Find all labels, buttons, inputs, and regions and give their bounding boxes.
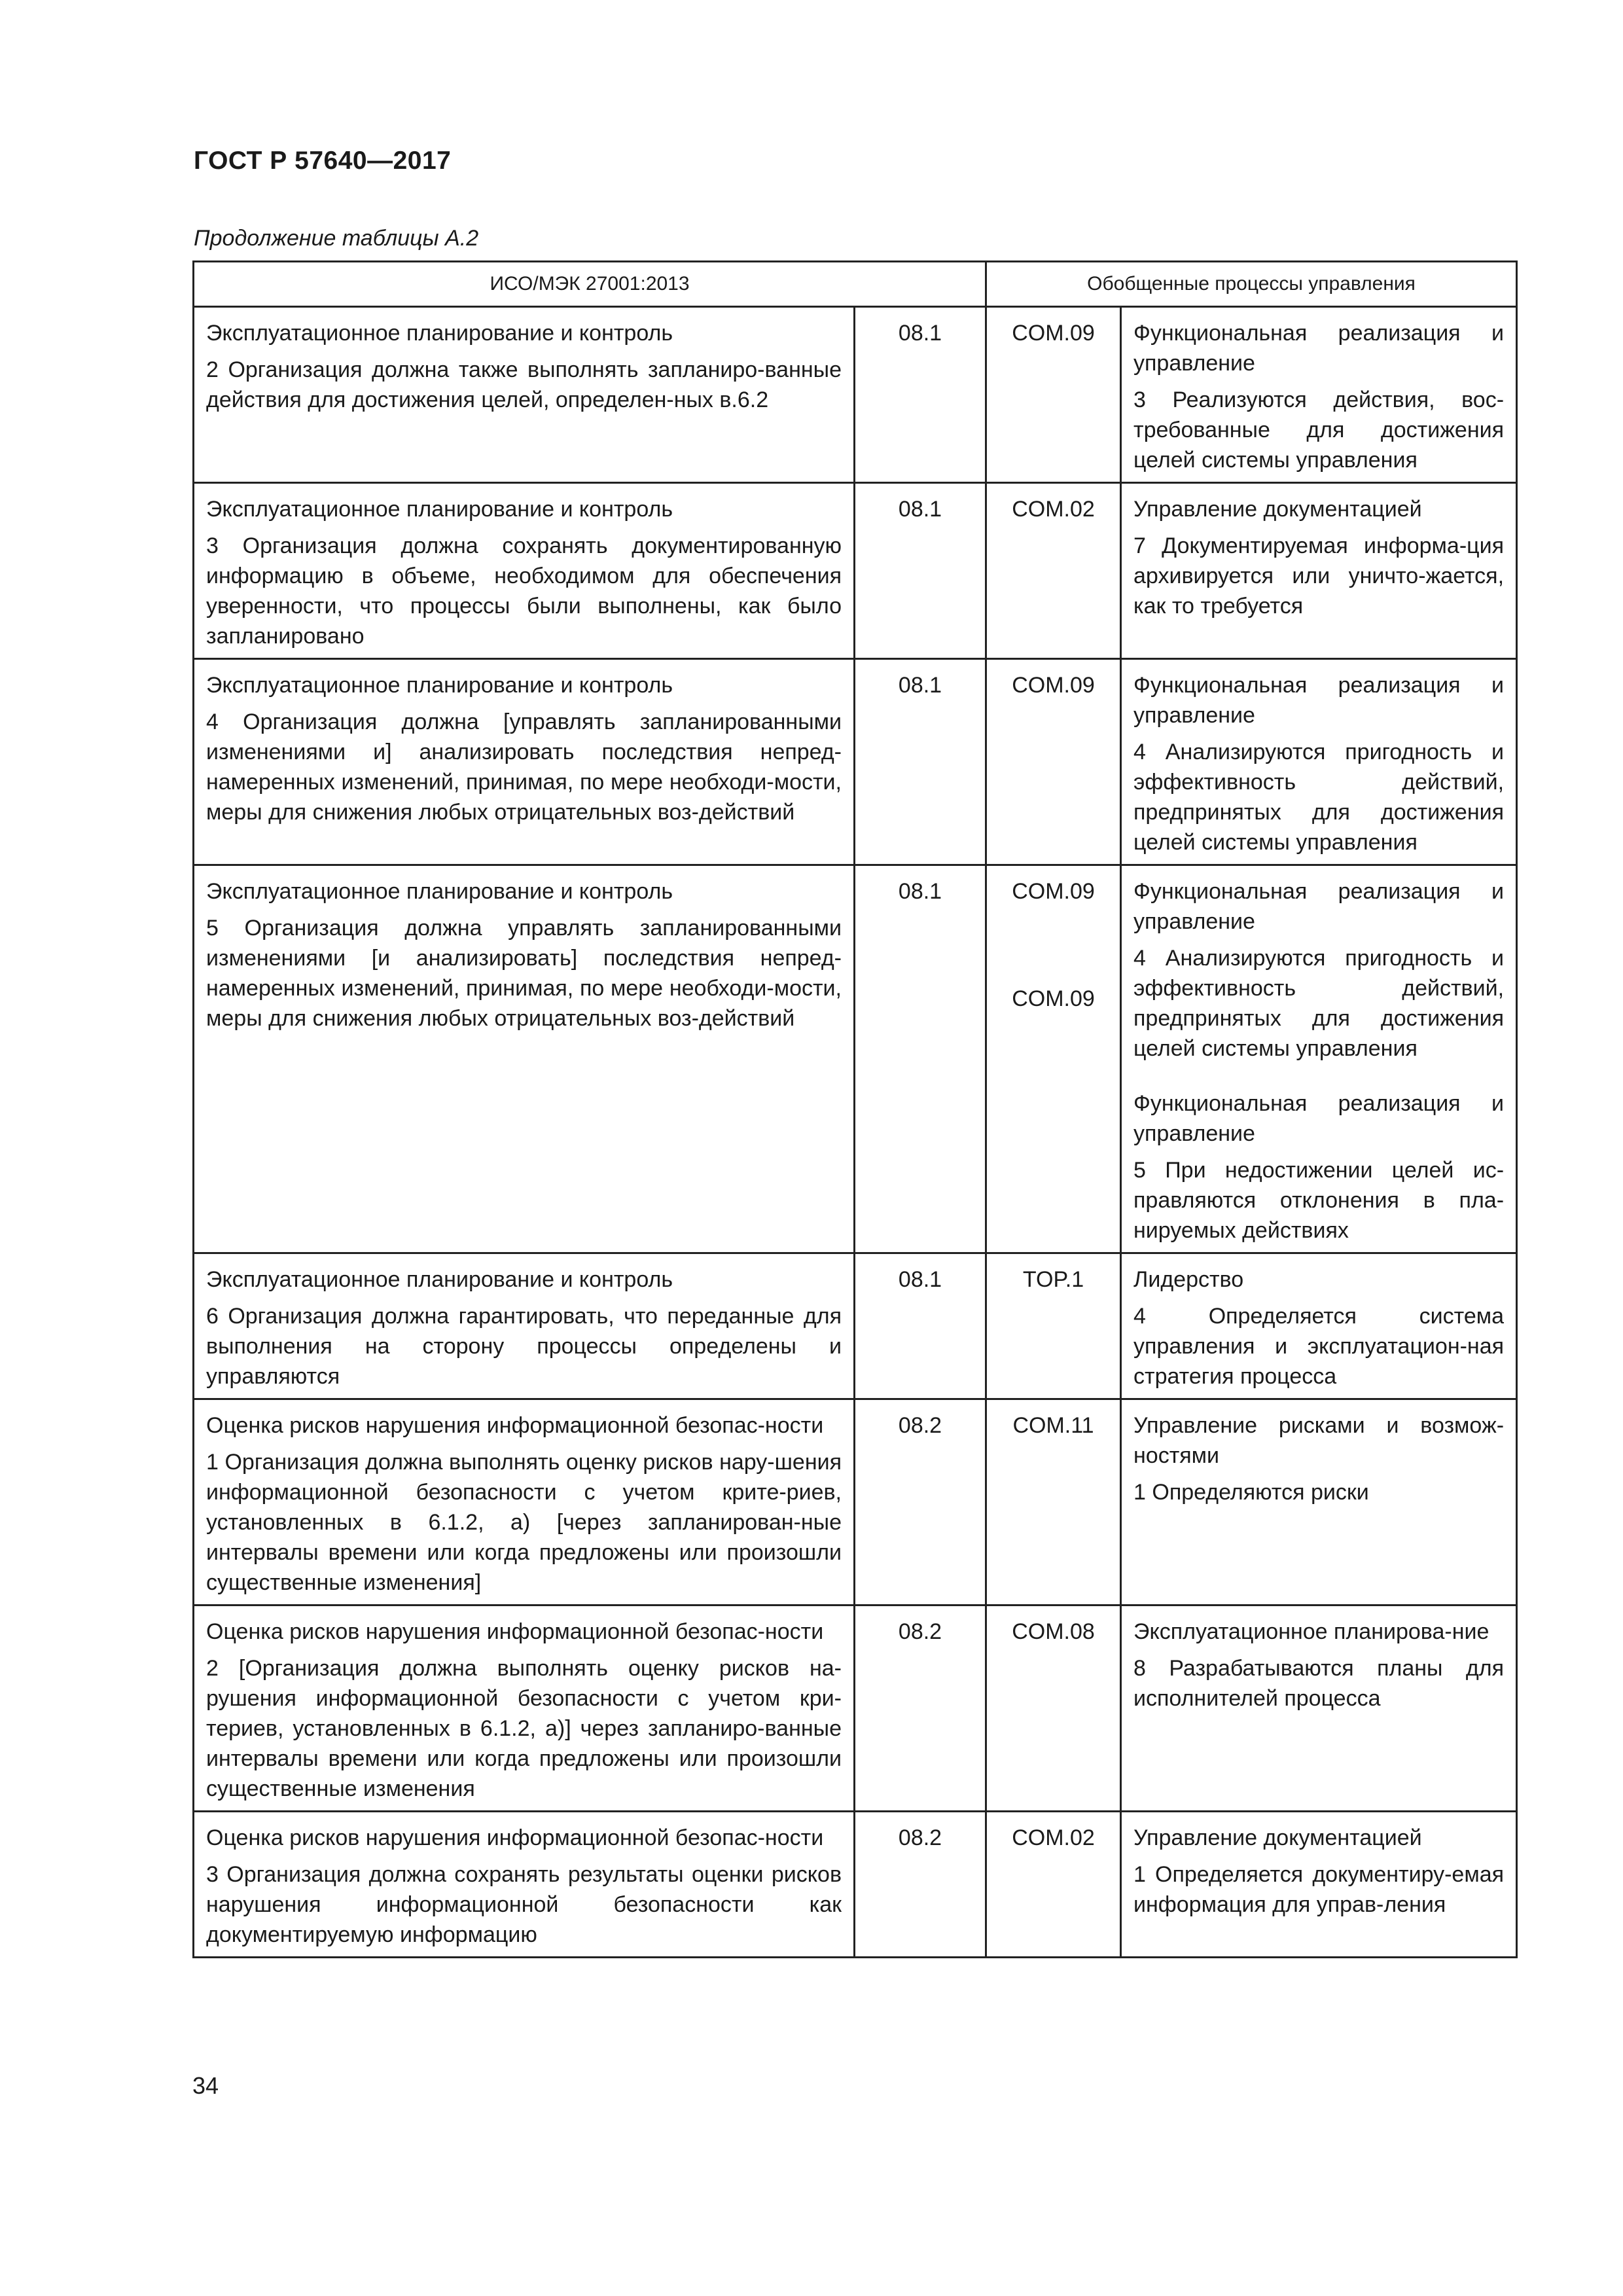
iso-section-title: Оценка рисков нарушения информационной безопас-ности xyxy=(206,1619,824,1644)
process-cell xyxy=(1121,659,1517,865)
table-row xyxy=(194,865,1517,1253)
table-header-row xyxy=(194,262,1517,307)
iso-requirement-cell xyxy=(194,1812,855,1958)
iso-section-title: Эксплуатационное планирование и контроль xyxy=(206,497,673,522)
iso-requirement-cell xyxy=(194,307,855,483)
table-row xyxy=(194,1253,1517,1399)
iso-requirement-text: 3 Организация должна сохранять документированную информацию в объеме, необходимом для обеспечения уверенности, что процессы были выполнены, как было запланировано xyxy=(206,533,842,649)
table-row xyxy=(194,1812,1517,1958)
iso-requirement-text: 4 Организация должна [управлять запланированными изменениями и] анализировать последствия непред-намеренных изменений, принимая, по мере необходи-мости, меры для снижения любых отрицательных воз-действий xyxy=(206,709,842,825)
process-code-cell xyxy=(986,483,1121,659)
process-cell xyxy=(1121,1812,1517,1958)
process-code: TOP.1 xyxy=(1022,1267,1084,1292)
process-cell xyxy=(1121,865,1517,1253)
iso-section-title: Эксплуатационное планирование и контроль xyxy=(206,673,673,698)
iso-section-title: Эксплуатационное планирование и контроль xyxy=(206,879,673,904)
iso-requirement-cell xyxy=(194,483,855,659)
process-code-cell xyxy=(986,865,1121,1253)
process-cell xyxy=(1121,1605,1517,1812)
table-row xyxy=(194,483,1517,659)
process-code: COM.02 xyxy=(1012,497,1095,522)
process-text: 8 Разрабатываются планы для исполнителей процесса xyxy=(1133,1656,1505,1711)
process-text: 4 Определяется система управления и эксплуатацион-ная стратегия процесса xyxy=(1133,1304,1505,1389)
iso-section-title: Эксплуатационное планирование и контроль xyxy=(206,321,673,346)
process-title: Функциональная реализация и управление xyxy=(1133,321,1505,376)
process-text: 4 Анализируются пригодность и эффективность действий, предпринятых для достижения целей системы управления xyxy=(1133,740,1505,855)
iso-clause: 08.2 xyxy=(855,1812,986,1958)
iso-requirement-cell xyxy=(194,1399,855,1605)
process-code: COM.11 xyxy=(1012,1413,1094,1438)
process-code-cell xyxy=(986,1253,1121,1399)
iso-requirement-text: 2 Организация должна также выполнять запланиро-ванные действия для достижения целей, определен-ных в.6.2 xyxy=(206,357,842,412)
process-title: Лидерство xyxy=(1133,1267,1244,1292)
process-text: 1 Определяется документиру-емая информация для управ-ления xyxy=(1133,1862,1505,1917)
page-number: 34 xyxy=(192,2072,219,2099)
process-cell xyxy=(1121,1399,1517,1605)
table-row xyxy=(194,659,1517,865)
header-processes: Обобщенные процессы управления xyxy=(986,262,1517,307)
process-code-cell xyxy=(986,307,1121,483)
entry-spacer xyxy=(1133,1070,1504,1088)
iso-requirement-text: 6 Организация должна гарантировать, что переданные для выполнения на сторону процессы определены и управляются xyxy=(206,1304,842,1389)
iso-clause: 08.1 xyxy=(855,865,986,1253)
process-title: Управление документацией xyxy=(1133,1825,1422,1850)
mapping-table xyxy=(192,260,1518,1958)
process-code: COM.09 xyxy=(1012,986,1095,1011)
iso-requirement-cell xyxy=(194,659,855,865)
process-code-cell xyxy=(986,1399,1121,1605)
process-code: COM.09 xyxy=(1012,673,1095,698)
iso-requirement-cell xyxy=(194,865,855,1253)
iso-requirement-text: 1 Организация должна выполнять оценку рисков нару-шения информационной безопасности с учетом крите-риев, установленных в 6.1.2, а) [через запланирован-ные интервалы времени или когда предложены или произошли существенные изменения] xyxy=(206,1450,842,1595)
iso-section-title: Оценка рисков нарушения информационной безопас-ности xyxy=(206,1413,824,1438)
process-code: COM.09 xyxy=(1012,321,1095,346)
iso-requirement-text: 2 [Организация должна выполнять оценку рисков на-рушения информационной безопасности с учетом кри-териев, установленных в 6.1.2, а)] через запланиро-ванные интервалы времени или когда предложены или произошли существенные изменения xyxy=(206,1656,842,1801)
process-code: COM.02 xyxy=(1012,1825,1095,1850)
process-text: 7 Документируемая информа-ция архивируется или уничто-жается, как то требуется xyxy=(1133,533,1505,619)
iso-clause: 08.2 xyxy=(855,1605,986,1812)
iso-clause: 08.1 xyxy=(855,1253,986,1399)
table-row xyxy=(194,1605,1517,1812)
iso-clause: 08.1 xyxy=(855,659,986,865)
process-title: Функциональная реализация и управление xyxy=(1133,1091,1505,1146)
iso-clause: 08.1 xyxy=(855,307,986,483)
process-code: COM.08 xyxy=(1012,1619,1095,1644)
table-row xyxy=(194,1399,1517,1605)
process-cell xyxy=(1121,307,1517,483)
process-text: 3 Реализуются действия, вос-требованные для достижения целей системы управления xyxy=(1133,387,1505,473)
document-title: ГОСТ Р 57640—2017 xyxy=(194,147,452,175)
process-title: Эксплуатационное планирова-ние xyxy=(1133,1619,1489,1644)
process-text: 5 При недостижении целей ис-правляются отклонения в пла-нируемых действиях xyxy=(1133,1158,1505,1243)
iso-clause: 08.2 xyxy=(855,1399,986,1605)
table-row xyxy=(194,307,1517,483)
process-title: Функциональная реализация и управление xyxy=(1133,879,1505,934)
process-text: 1 Определяются риски xyxy=(1133,1480,1369,1505)
process-code-cell xyxy=(986,1812,1121,1958)
iso-requirement-cell xyxy=(194,1253,855,1399)
process-code-cell xyxy=(986,659,1121,865)
process-code: COM.09 xyxy=(1012,879,1095,904)
header-iso: ИСО/МЭК 27001:2013 xyxy=(194,262,986,307)
iso-requirement-text: 5 Организация должна управлять запланированными изменениями [и анализировать] последствия непред-намеренных изменений, принимая, по мере необходи-мости, меры для снижения любых отрицательных воз-действий xyxy=(206,916,842,1031)
iso-requirement-text: 3 Организация должна сохранять результаты оценки рисков нарушения информационной безопасности как документируемую информацию xyxy=(206,1862,842,1947)
process-title: Функциональная реализация и управление xyxy=(1133,673,1505,728)
iso-section-title: Эксплуатационное планирование и контроль xyxy=(206,1267,673,1292)
process-code-cell xyxy=(986,1605,1121,1812)
iso-requirement-cell xyxy=(194,1605,855,1812)
process-cell xyxy=(1121,483,1517,659)
process-text: 4 Анализируются пригодность и эффективность действий, предпринятых для достижения целей системы управления xyxy=(1133,946,1505,1061)
table-caption: Продолжение таблицы А.2 xyxy=(194,226,479,251)
process-title: Управление рисками и возмож-ностями xyxy=(1133,1413,1505,1468)
iso-clause: 08.1 xyxy=(855,483,986,659)
iso-section-title: Оценка рисков нарушения информационной безопас-ности xyxy=(206,1825,824,1850)
process-cell xyxy=(1121,1253,1517,1399)
entry-spacer xyxy=(991,906,1116,984)
process-title: Управление документацией xyxy=(1133,497,1422,522)
